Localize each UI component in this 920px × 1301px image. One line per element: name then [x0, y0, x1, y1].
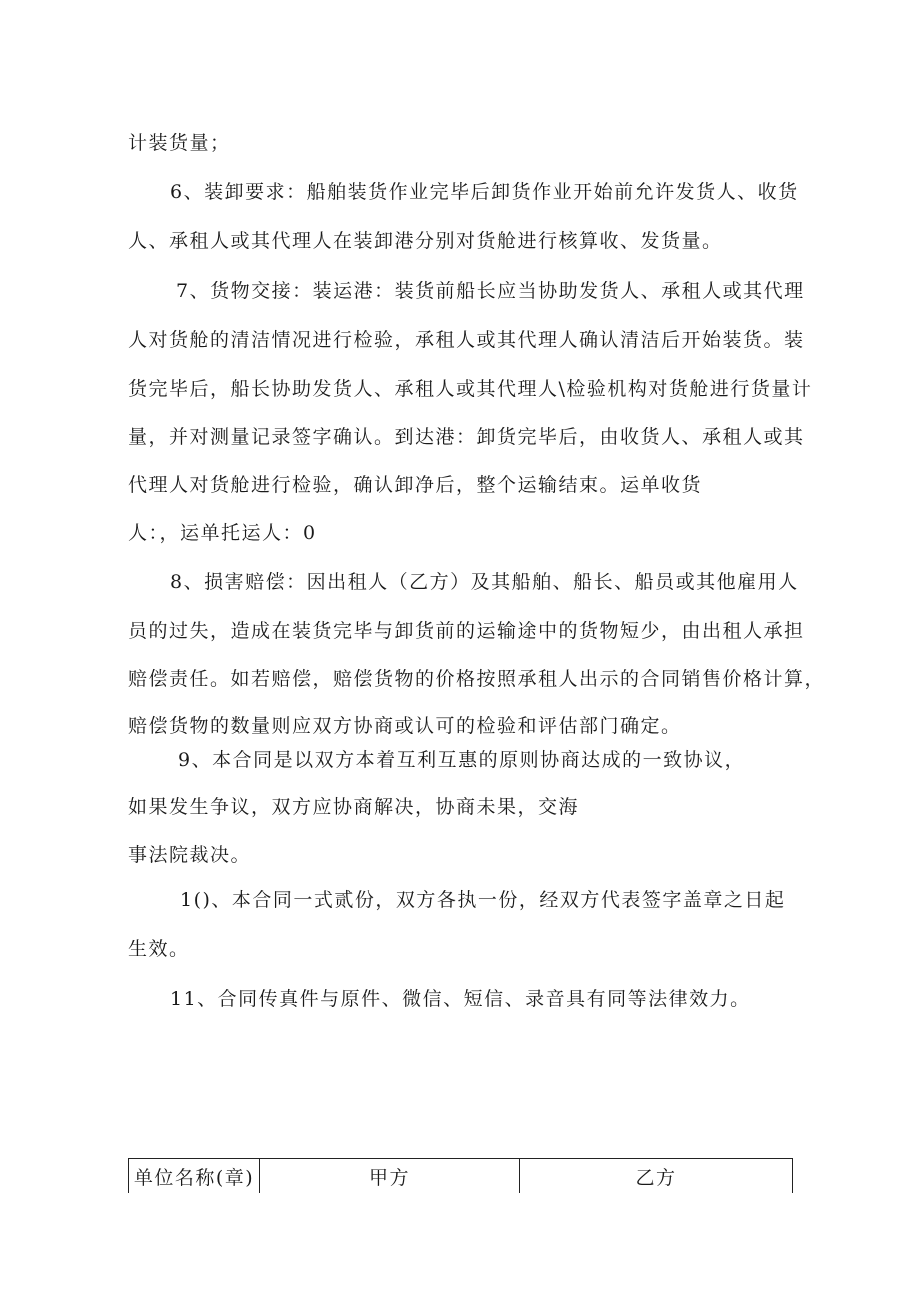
clause-8-line: 员的过失，造成在装货完毕与卸货前的运输途中的货物短少，由出租人承担	[128, 620, 805, 642]
table-row	[129, 1159, 793, 1194]
clause-7-line: 人：，运单托运人：0	[128, 522, 317, 544]
unit-name-cell: 单位名称(章)	[129, 1159, 260, 1194]
clause-7-line: 量，并对测量记录签字确认。到达港：卸货完毕后，由收货人、承租人或其	[128, 426, 805, 448]
party-b-cell: 乙方	[520, 1159, 793, 1194]
clause-8-line: 赔偿责任。如若赔偿，赔偿货物的价格按照承租人出示的合同销售价格计算，	[128, 668, 826, 690]
clause-7-line: 货完毕后，船长协助发货人、承租人或其代理人\检验机构对货舱进行货量计	[128, 378, 813, 400]
clause-8-line: 赔偿货物的数量则应双方协商或认可的检验和评估部门确定。	[128, 715, 682, 737]
clause-6-line: 人、承租人或其代理人在装卸港分别对货舱进行核算收、发货量。	[128, 230, 723, 252]
clause-8-line: 8、损害赔偿：因出租人（乙方）及其船舶、船长、船员或其他雇用人	[170, 571, 799, 593]
clause-7-line: 人对货舱的清洁情况进行检验，承租人或其代理人确认清洁后开始装货。装	[128, 329, 805, 351]
clause-10-line: 生效。	[128, 938, 190, 960]
clause-11-line: 11、合同传真件与原件、微信、短信、录音具有同等法律效力。	[170, 988, 751, 1010]
clause-7-line: 7、货物交接：装运港：装货前船长应当协助发货人、承租人或其代理	[176, 280, 805, 302]
clause-7-line: 代理人对货舱进行检验，确认卸净后，整个运输结束。运单收货	[128, 474, 703, 496]
clause-6-line: 6、装卸要求：船舶装货作业完毕后卸货作业开始前允许发货人、收货	[170, 181, 799, 203]
party-a-cell: 甲方	[260, 1159, 520, 1194]
signature-table	[128, 1158, 793, 1193]
clause-9-line: 如果发生争议，双方应协商解决，协商未果，交海	[128, 796, 580, 818]
clause-10-line: 1()、本合同一式贰份，双方各执一份，经双方代表签字盖章之日起	[180, 889, 786, 911]
text-line: 计装货量；	[128, 132, 231, 154]
clause-9-line: 事法院裁决。	[128, 844, 252, 866]
clause-9-line: 9、本合同是以双方本着互利互惠的原则协商达成的一致协议，	[178, 749, 746, 771]
